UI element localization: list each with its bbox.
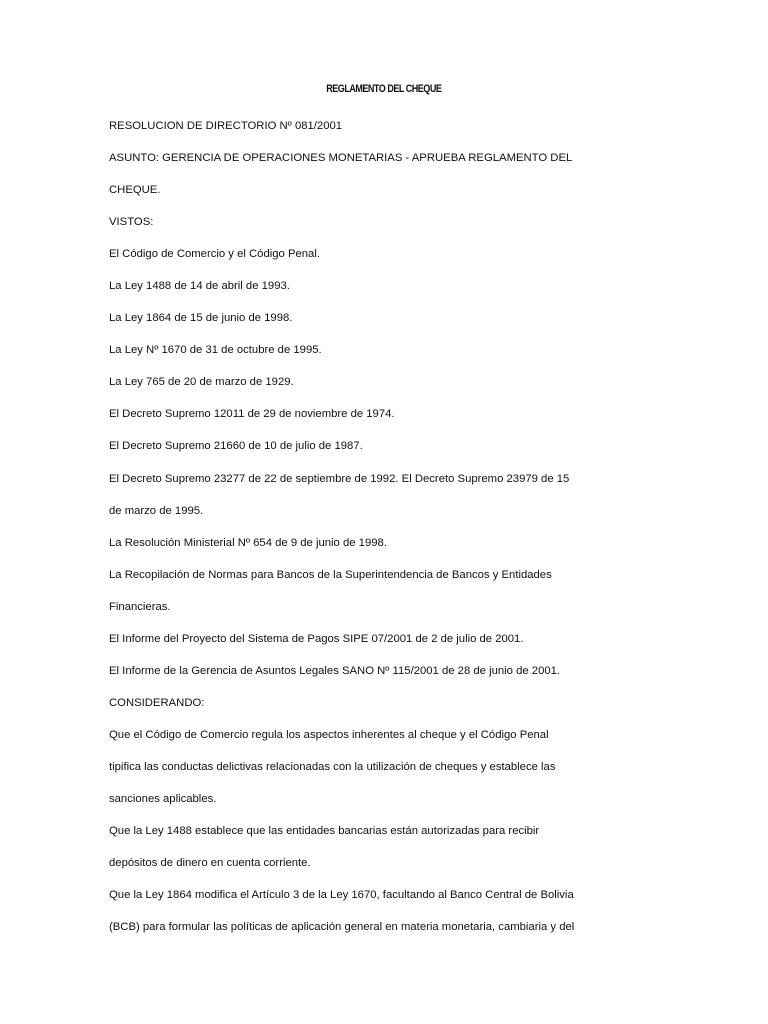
text-line: La Ley 1488 de 14 de abril de 1993.	[109, 280, 290, 293]
text-line: El Decreto Supremo 21660 de 10 de julio de 1987.	[109, 440, 363, 453]
text-line: La Resolución Ministerial Nº 654 de 9 de junio de 1998.	[109, 536, 387, 549]
text-line: El Decreto Supremo 12011 de 29 de noviembre de 1974.	[109, 408, 395, 421]
text-line: tipifica las conductas delictivas relacionadas con la utilización de cheques y establece las	[109, 760, 556, 773]
text-line: CONSIDERANDO:	[109, 696, 205, 709]
text-line: Que la Ley 1864 modifica el Artículo 3 de la Ley 1670, facultando al Banco Central de Bolivia	[109, 889, 574, 902]
document-body	[109, 117, 709, 950]
text-line: RESOLUCION DE DIRECTORIO Nº 081/2001	[109, 120, 343, 132]
text-line: La Ley 765 de 20 de marzo de 1929.	[109, 376, 294, 389]
text-line: Que el Código de Comercio regula los aspectos inherentes al cheque y el Código Penal	[109, 728, 549, 741]
text-line: sanciones aplicables.	[109, 792, 217, 805]
text-line: El Decreto Supremo 23277 de 22 de septiembre de 1992. El Decreto Supremo 23979 de 15	[109, 472, 570, 485]
text-line: El Código de Comercio y el Código Penal.	[109, 248, 320, 261]
text-line: (BCB) para formular las políticas de aplicación general en materia monetaria, cambiaria y del	[109, 921, 575, 934]
text-line: depósitos de dinero en cuenta corriente.	[109, 857, 311, 870]
text-line: El Informe de la Gerencia de Asuntos Legales SANO Nº 115/2001 de 28 de junio de 2001.	[109, 664, 561, 677]
text-line: La Ley 1864 de 15 de junio de 1998.	[109, 312, 293, 325]
text-line: de marzo de 1995.	[109, 504, 204, 517]
document-title: REGLAMENTO DEL CHEQUE	[326, 83, 442, 95]
text-line: La Recopilación de Normas para Bancos de la Superintendencia de Bancos y Entidades	[109, 568, 552, 581]
text-line: Que la Ley 1488 establece que las entidades bancarias están autorizadas para recibir	[109, 825, 540, 838]
text-line: El Informe del Proyecto del Sistema de Pagos SIPE 07/2001 de 2 de julio de 2001.	[109, 632, 524, 645]
text-line: La Ley Nº 1670 de 31 de octubre de 1995.	[109, 344, 322, 357]
text-line: Financieras.	[109, 600, 171, 613]
text-line: ASUNTO: GERENCIA DE OPERACIONES MONETARIAS - APRUEBA REGLAMENTO DEL	[109, 152, 573, 165]
text-line: VISTOS:	[109, 216, 154, 229]
text-line: CHEQUE.	[109, 184, 161, 197]
